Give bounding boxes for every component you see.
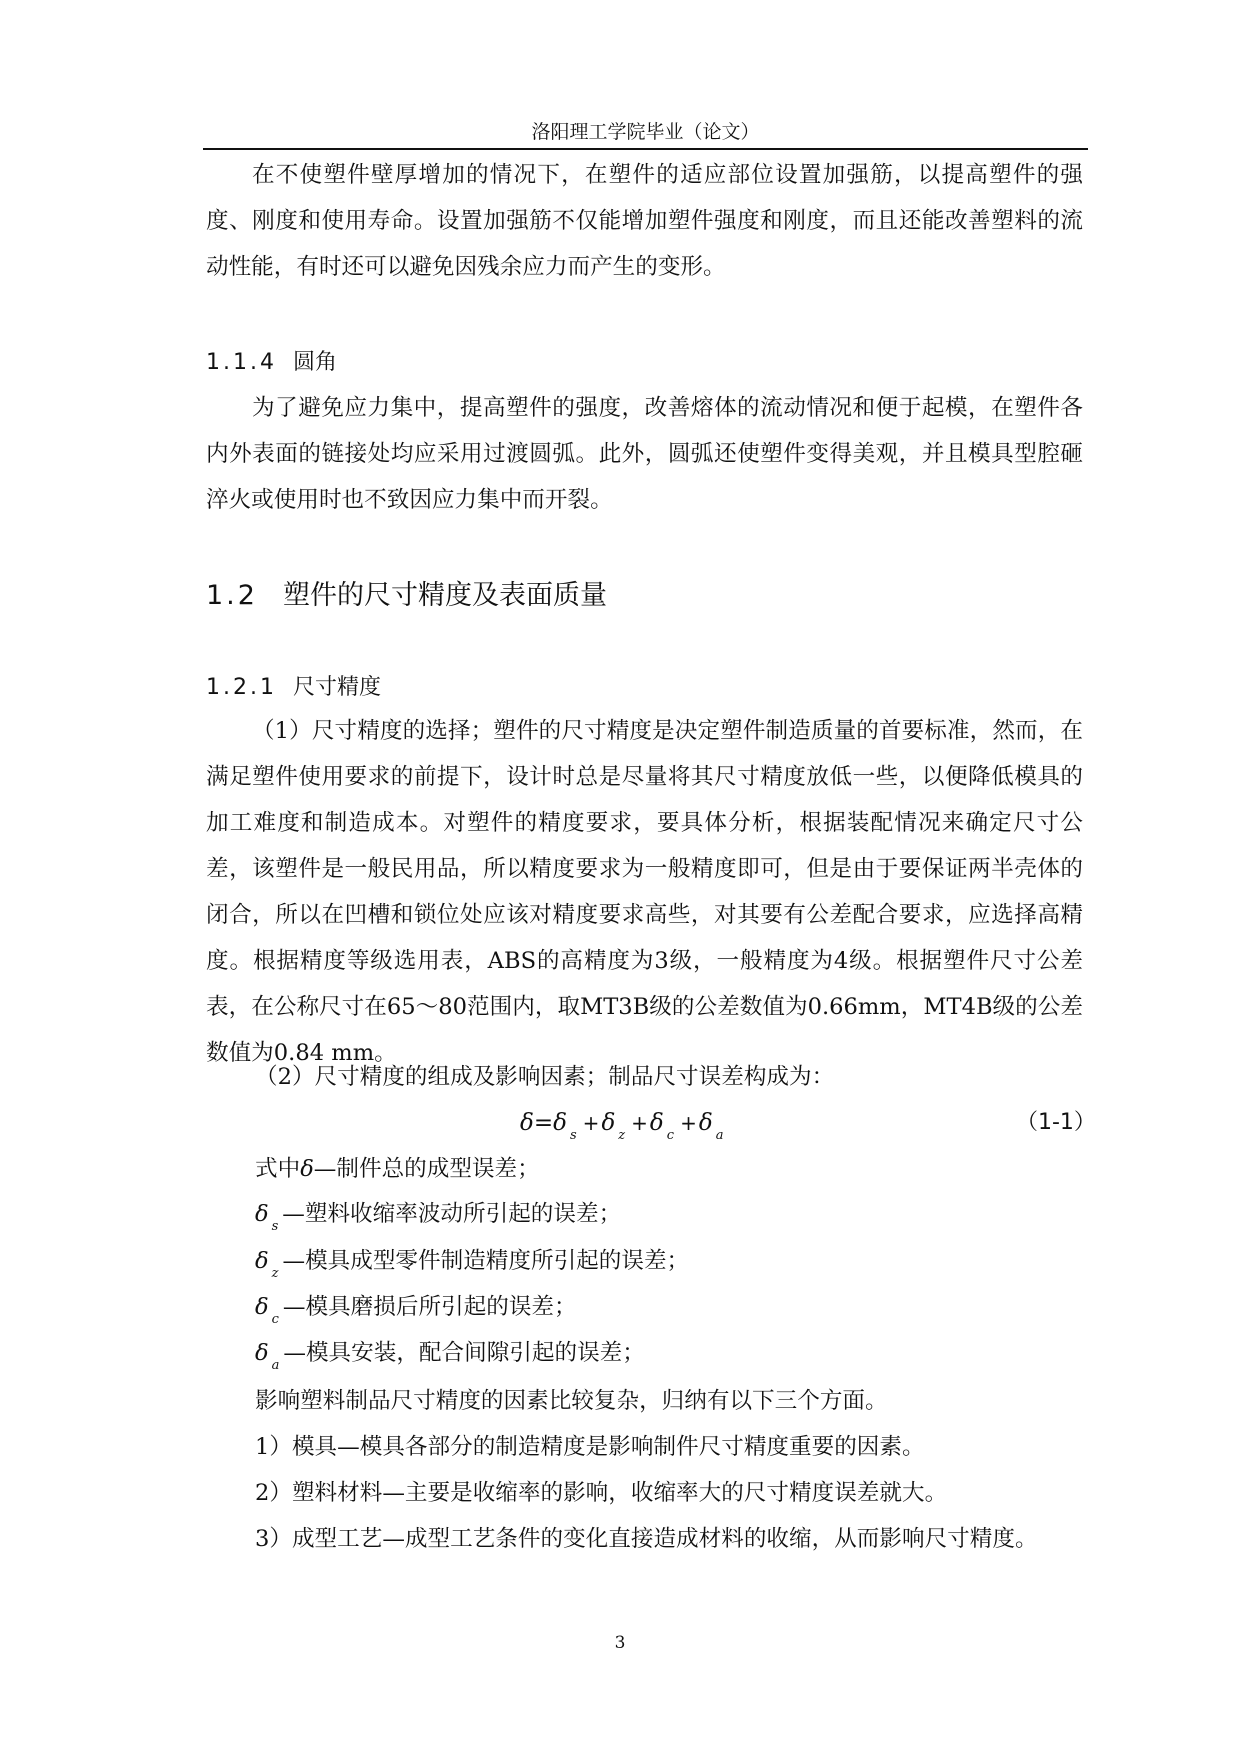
paragraph-stiffener: 在不使塑件壁厚增加的情况下，在塑件的适应部位设置加强筋，以提高塑件的强度、刚度和使用寿命。设置加强筋不仅能增加塑件强度和刚度，而且还能改善塑料的流动性能，有时还可以避免因残余应力而产生的变形。 [206, 162, 1083, 280]
definition-text: —模具安装，配合间隙引起的误差； [283, 1340, 645, 1366]
equation-number: （1-1） [1016, 1110, 1096, 1135]
heading-number: 1.2.1 [206, 675, 277, 700]
factor-item-process: 3）成型工艺—成型工艺条件的变化直接造成材料的收缩，从而影响尺寸精度。 [255, 1526, 1038, 1552]
subscript-s: s [570, 1128, 577, 1143]
subscript-c: c [666, 1128, 675, 1143]
heading-1-2-1 [206, 673, 381, 703]
factor-item-material: 2）塑料材料—主要是收缩率的影响，收缩率大的尺寸精度误差就大。 [255, 1480, 948, 1506]
delta-symbol: δ [649, 1110, 664, 1136]
delta-symbol: δ [520, 1110, 534, 1136]
delta-symbol: δ [601, 1110, 616, 1136]
definition-delta-z [255, 1246, 689, 1280]
heading-1-2 [206, 578, 607, 614]
page-number: 3 [614, 1633, 626, 1653]
definition-total-error [255, 1154, 540, 1184]
subscript-a: a [715, 1128, 724, 1143]
header-rule [203, 148, 1088, 150]
paragraph-precision-selection: （1）尺寸精度的选择；塑件的尺寸精度是决定塑件制造质量的首要标准，然而，在满足塑件使用要求的前提下，设计时总是尽量将其尺寸精度放低一些，以便降低模具的加工难度和制造成本。对塑件的精度要求，要具体分析，根据装配情况来确定尺寸公差，该塑件是一般民用品，所以精度要求为一般精度即可，但是由于要保证两半壳体的闭合，所以在凹槽和锁位处应该对精度要求高些，对其要有公差配合要求，应选择高精度。根据精度等级选用表，ABS的高精度为3级，一般精度为4级。根据塑件尺寸公差表，在公称尺寸在65～80范围内，取MT3B级的公差数值为0.66mm，MT4B级的公差数值为0.84 mm。 [206, 718, 1083, 1066]
delta-symbol: δ [255, 1248, 269, 1274]
factor-item-mold: 1）模具—模具各部分的制造精度是影响制件尺寸精度重要的因素。 [255, 1434, 925, 1460]
definition-text: —模具磨损后所引起的误差； [282, 1294, 577, 1320]
delta-symbol: δ [300, 1156, 314, 1182]
plus-sign: + [631, 1111, 648, 1135]
heading-number: 1.1.4 [206, 350, 277, 375]
factors-intro: 影响塑料制品尺寸精度的因素比较复杂，归纳有以下三个方面。 [255, 1388, 888, 1414]
definition-delta-c [255, 1292, 577, 1326]
running-header: 洛阳理工学院毕业（论文） [531, 121, 760, 143]
equals-sign: = [533, 1110, 554, 1136]
delta-symbol: δ [553, 1110, 567, 1136]
delta-symbol: δ [698, 1110, 713, 1136]
delta-symbol: δ [255, 1294, 269, 1320]
heading-title: 圆角 [293, 350, 338, 375]
delta-symbol: δ [255, 1201, 269, 1227]
definition-text: —模具成型零件制造精度所引起的误差； [282, 1248, 690, 1274]
formula-1-1 [520, 1108, 727, 1142]
heading-number: 1.2 [206, 580, 258, 611]
delta-symbol: δ [255, 1340, 269, 1366]
definition-delta-s [255, 1199, 621, 1233]
heading-title: 尺寸精度 [293, 675, 382, 700]
definition-prefix: 式中 [255, 1156, 301, 1182]
paragraph-precision-factors: （2）尺寸精度的组成及影响因素；制品尺寸误差构成为： [255, 1064, 835, 1090]
heading-title: 塑件的尺寸精度及表面质量 [283, 580, 607, 611]
subscript-s: s [271, 1219, 279, 1234]
subscript-z: z [271, 1266, 279, 1281]
plus-sign: + [582, 1111, 600, 1135]
definition-text: —塑料收缩率波动所引起的误差； [282, 1201, 622, 1227]
definition-text: —制件总的成型误差； [313, 1156, 540, 1182]
subscript-a: a [271, 1358, 280, 1373]
heading-1-1-4 [206, 348, 337, 378]
definition-delta-a [255, 1338, 645, 1372]
paragraph-fillet: 为了避免应力集中，提高塑件的强度，改善熔体的流动情况和便于起模，在塑件各内外表面的链接处均应采用过渡圆弧。此外，圆弧还使塑件变得美观，并且模具型腔砸淬火或使用时也不致因应力集中而开裂。 [206, 395, 1083, 513]
subscript-c: c [271, 1312, 279, 1327]
subscript-z: z [618, 1128, 626, 1143]
plus-sign: + [680, 1111, 697, 1135]
